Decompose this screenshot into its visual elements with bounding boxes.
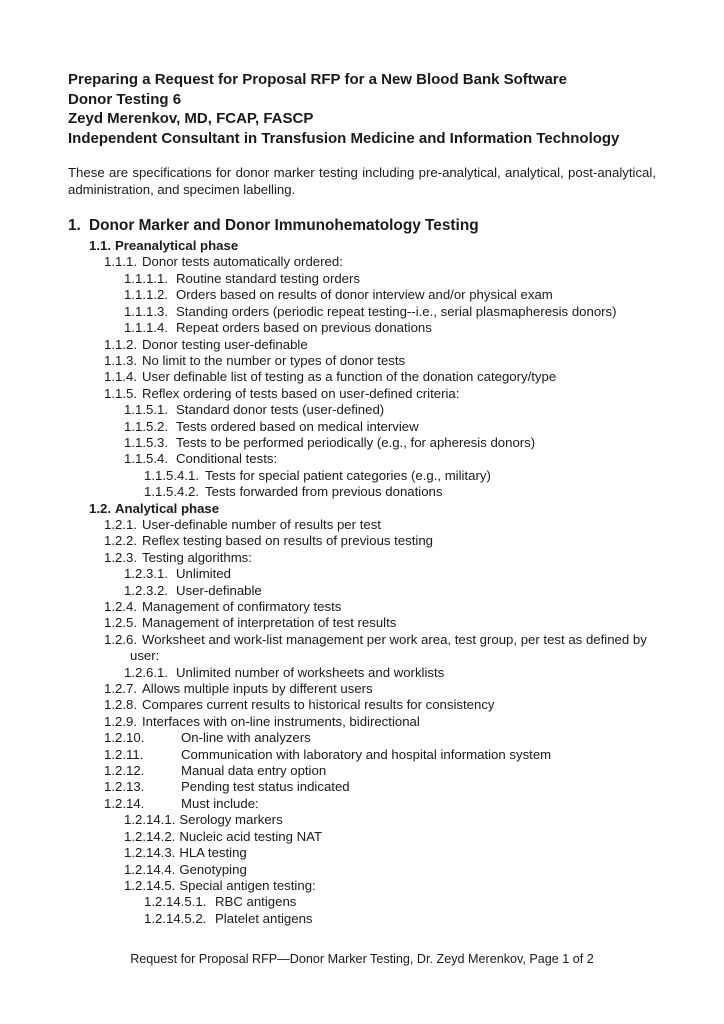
outline-item-text: Conditional tests:	[176, 451, 278, 467]
outline-item-number: 1.1.5.3.	[124, 434, 168, 450]
outline-item	[0, 615, 724, 631]
outline-item-number: 1.2.14.5.	[124, 877, 176, 893]
outline-item-number: 1.2.14.4.	[124, 861, 176, 877]
outline-item	[0, 878, 724, 894]
outline-item-number: 1.2.1.	[104, 516, 137, 532]
outline-item	[0, 353, 724, 369]
outline-item-text: HLA testing	[179, 845, 247, 861]
outline-item	[0, 304, 724, 320]
outline-item-text: Routine standard testing orders	[176, 270, 361, 286]
outline-item-number: 1.2.5.	[104, 615, 137, 631]
outline-item-text: Orders based on results of donor interview and/or physical exam	[176, 287, 553, 303]
outline-item-text: Standard donor tests (user-defined)	[176, 402, 385, 418]
outline-item-number: 1.1.1.3.	[124, 303, 168, 319]
outline-item-text: Donor testing user-definable	[142, 336, 308, 352]
outline-item-number: 1.2.	[89, 500, 111, 516]
outline-item	[0, 845, 724, 861]
outline-item-text: Pending test status indicated	[181, 779, 350, 795]
outline-item-text: Nucleic acid testing NAT	[179, 828, 323, 844]
document-affiliation: Independent Consultant in Transfusion Medicine and Information Technology	[68, 129, 620, 147]
outline-item-number: 1.1.5.	[104, 385, 137, 401]
outline-item-text: Allows multiple inputs by different users	[142, 681, 373, 697]
outline-item	[0, 763, 724, 779]
outline-item-text: Special antigen testing:	[179, 877, 316, 893]
document-author: Zeyd Merenkov, MD, FCAP, FASCP	[68, 110, 314, 128]
outline-list	[0, 238, 724, 927]
document-title-line-1: Preparing a Request for Proposal RFP for a New Blood Bank Software	[68, 71, 567, 88]
outline-item	[0, 911, 724, 927]
outline-item	[0, 566, 724, 582]
outline-item-text: Unlimited	[176, 566, 231, 582]
outline-item-number: 1.2.14.	[104, 795, 145, 811]
outline-item	[0, 550, 724, 566]
outline-item	[0, 419, 724, 435]
outline-item	[0, 714, 724, 730]
outline-item	[0, 402, 724, 418]
intro-paragraph: These are specifications for donor marker testing including pre-analytical, analytical, post-analytical, administration, and specimen labelling.	[68, 165, 656, 197]
outline-item-text: Testing algorithms:	[142, 549, 252, 565]
outline-item-number: 1.2.3.	[104, 549, 137, 565]
outline-item-text: Platelet antigens	[215, 910, 313, 926]
section-heading	[0, 216, 724, 236]
outline-item-text: Tests forwarded from previous donations	[205, 484, 443, 500]
outline-item	[0, 812, 724, 828]
outline-item	[0, 583, 724, 599]
outline-item-number: 1.1.5.4.1.	[144, 467, 199, 483]
outline-item	[0, 730, 724, 746]
outline-item-number: 1.2.2.	[104, 533, 137, 549]
outline-item	[0, 451, 724, 467]
outline-item-text: RBC antigens	[215, 894, 297, 910]
outline-item	[0, 829, 724, 845]
outline-item	[0, 320, 724, 336]
outline-item	[0, 747, 724, 763]
outline-item-number: 1.2.12.	[104, 763, 145, 779]
outline-item-text: Management of confirmatory tests	[142, 599, 342, 614]
outline-item	[0, 254, 724, 270]
outline-item-text: Worksheet and work-list management per work area, test group, per test as defined by user:	[130, 631, 647, 664]
outline-item-text: User-definable	[176, 582, 262, 598]
outline-item-text: Standing orders (periodic repeat testing--i.e., serial plasmapheresis donors)	[176, 303, 617, 319]
outline-item-number: 1.2.14.3.	[124, 845, 176, 861]
outline-item	[0, 287, 724, 303]
outline-item-text: Management of interpretation of test results	[142, 615, 397, 631]
outline-item-number: 1.2.8.	[104, 697, 137, 713]
outline-item-number: 1.1.5.4.	[124, 451, 168, 467]
outline-item-number: 1.2.4.	[104, 599, 137, 614]
outline-item-text: On-line with analyzers	[181, 730, 311, 746]
outline-item	[0, 468, 724, 484]
outline-item-text: Tests for special patient categories (e.g., military)	[205, 467, 491, 483]
outline-item-text: Manual data entry option	[181, 763, 327, 779]
document-header	[68, 70, 656, 148]
outline-item-number: 1.1.3.	[104, 352, 137, 368]
outline-item	[0, 533, 724, 549]
section-title: Donor Marker and Donor Immunohematology Testing	[89, 216, 479, 234]
outline-item-number: 1.2.10.	[104, 730, 145, 746]
outline-item-number: 1.1.1.	[104, 254, 137, 270]
outline-item-text: Interfaces with on-line instruments, bidirectional	[142, 713, 420, 729]
outline-item-text: User-definable number of results per test	[142, 516, 381, 532]
outline-item-number: 1.2.14.1.	[124, 812, 176, 828]
outline-item	[0, 501, 724, 517]
outline-item-text: Must include:	[181, 795, 259, 811]
outline-item	[0, 369, 724, 385]
outline-item	[0, 632, 724, 665]
outline-item-number: 1.2.6.1.	[124, 664, 168, 680]
outline-item-number: 1.1.1.4.	[124, 320, 168, 336]
document-title-line-2: Donor Testing 6	[68, 90, 182, 108]
outline-item-text: Reflex ordering of tests based on user-defined criteria:	[142, 385, 460, 401]
outline-item	[0, 238, 724, 254]
outline-item	[0, 796, 724, 812]
outline-item	[0, 665, 724, 681]
outline-item	[0, 681, 724, 697]
outline-item	[0, 697, 724, 713]
outline-item-text: Reflex testing based on results of previous testing	[142, 533, 434, 549]
outline-item-text: Repeat orders based on previous donations	[176, 320, 432, 336]
outline-item-number: 1.2.13.	[104, 779, 145, 795]
outline-item	[0, 435, 724, 451]
outline-item-number: 1.2.3.2.	[124, 582, 168, 598]
outline-item	[0, 271, 724, 287]
outline-item-number: 1.1.4.	[104, 369, 137, 385]
outline-item-number: 1.2.3.1.	[124, 566, 168, 582]
outline-item-text: Genotyping	[179, 861, 247, 877]
outline-item-text: Donor tests automatically ordered:	[142, 254, 343, 270]
section-number: 1.	[68, 216, 81, 234]
outline-item-number: 1.1.	[89, 238, 111, 254]
outline-item-text: Tests ordered based on medical interview	[176, 418, 419, 434]
outline-item	[0, 386, 724, 402]
outline-item-number: 1.2.14.5.2.	[144, 910, 207, 926]
outline-item	[0, 862, 724, 878]
outline-item-number: 1.1.1.2.	[124, 287, 168, 303]
outline-item-text: No limit to the number or types of donor tests	[142, 352, 406, 368]
outline-item-number: 1.2.6.	[104, 631, 137, 647]
outline-item-number: 1.2.14.2.	[124, 828, 176, 844]
outline-item	[0, 779, 724, 795]
outline-item	[0, 337, 724, 353]
outline-item-number: 1.1.5.4.2.	[144, 484, 199, 500]
outline-item-text: User definable list of testing as a function of the donation category/type	[142, 369, 557, 385]
outline-item	[0, 894, 724, 910]
outline-item	[0, 517, 724, 533]
outline-item	[0, 599, 724, 615]
outline-item-text: Communication with laboratory and hospital information system	[181, 746, 552, 762]
outline-item-number: 1.2.7.	[104, 681, 137, 697]
outline-item-text: Preanalytical phase	[115, 238, 239, 254]
outline-item-text: Compares current results to historical results for consistency	[142, 697, 495, 713]
outline-item-number: 1.1.5.1.	[124, 402, 168, 418]
page-footer: Request for Proposal RFP—Donor Marker Testing, Dr. Zeyd Merenkov, Page 1 of 2	[130, 952, 594, 967]
outline-item-text: Analytical phase	[115, 500, 220, 516]
outline-item-text: Serology markers	[179, 812, 283, 828]
outline-item-number: 1.1.2.	[104, 336, 137, 352]
outline-item-number: 1.2.14.5.1.	[144, 894, 207, 910]
outline-item-text: Unlimited number of worksheets and worklists	[176, 664, 445, 680]
outline-item-text: Tests to be performed periodically (e.g., for apheresis donors)	[176, 434, 536, 450]
outline-item-number: 1.1.1.1.	[124, 270, 168, 286]
outline-item-number: 1.2.11.	[104, 746, 144, 762]
outline-item	[0, 484, 724, 500]
outline-item-number: 1.1.5.2.	[124, 418, 168, 434]
outline-item-number: 1.2.9.	[104, 713, 137, 729]
